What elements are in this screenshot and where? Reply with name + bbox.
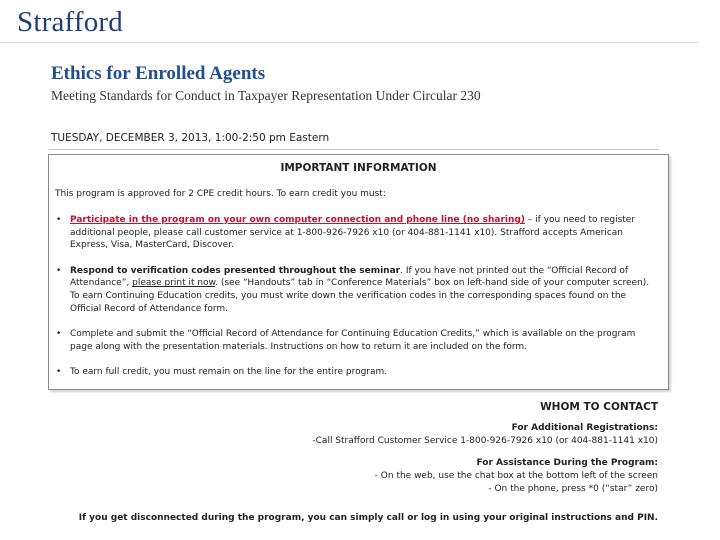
important-info-heading: IMPORTANT INFORMATION xyxy=(280,162,437,174)
assistance-label: For Assistance During the Program: xyxy=(476,458,658,468)
bullet-icon: • xyxy=(56,265,62,276)
page-subtitle: Meeting Standards for Conduct in Taxpayer Representation Under Circular 230 xyxy=(51,88,481,103)
bullet-icon: • xyxy=(56,367,62,378)
event-date: TUESDAY, DECEMBER 3, 2013, 1:00-2:50 pm Eastern xyxy=(51,132,330,144)
list-item xyxy=(55,214,659,252)
strafford-logo: Strafford xyxy=(17,6,123,38)
print-record-link[interactable]: please print it now xyxy=(132,278,216,289)
requirements-list xyxy=(55,214,659,392)
no-sharing-requirement: Participate in the program on your own computer connection and phone line (no sharing) xyxy=(70,215,525,225)
assistance-web-line: - On the web, use the chat box at the bottom left of the screen xyxy=(374,471,658,481)
list-item xyxy=(55,366,659,379)
list-item-text: – if you need to register additional people, please call customer service at 1-800-926-7926 x10 (or 404-881-1141 x10). Strafford accepts American Express, Visa, MasterCard, Discover. xyxy=(70,215,636,251)
list-item-text: . If you have not printed out the “Official Record of Attendance”, xyxy=(70,265,629,289)
date-divider xyxy=(49,149,659,150)
bullet-icon: • xyxy=(56,215,62,225)
important-info-box xyxy=(48,154,669,390)
list-item xyxy=(55,265,659,315)
list-item-text: . (see “Handouts” tab in “Conference Materials” box on left-hand side of your computer screen). To earn Continuing Education credits, you must write down the verification codes in the corresponding spaces found on the Official Record of Attendance form. xyxy=(70,278,650,314)
page-title: Ethics for Enrolled Agents xyxy=(51,63,266,84)
disconnect-note: If you get disconnected during the program, you can simply call or log in using your original instructions and PIN. xyxy=(78,513,658,523)
list-item xyxy=(55,328,659,353)
bullet-icon: • xyxy=(56,329,62,340)
list-item-text: To earn full credit, you must remain on the line for the entire program. xyxy=(70,367,388,378)
contact-heading: WHOM TO CONTACT xyxy=(540,401,658,413)
registrations-line: -Call Strafford Customer Service 1-800-926-7926 x10 (or 404-881-1141 x10) xyxy=(312,436,658,446)
registrations-label: For Additional Registrations: xyxy=(511,423,658,433)
assistance-phone-line: - On the phone, press *0 (“star” zero) xyxy=(488,484,658,494)
contact-section xyxy=(38,401,658,496)
verification-requirement: Respond to verification codes presented throughout the seminar xyxy=(70,265,401,276)
header-divider xyxy=(0,42,698,43)
list-item-text: Complete and submit the “Official Record of Attendance for Continuing Education Credits,” which is available on the program page along with the presentation materials. Instructions on how to return it are included on the form. xyxy=(70,329,636,352)
important-info-intro: This program is approved for 2 CPE credit hours. To earn credit you must: xyxy=(55,189,386,199)
